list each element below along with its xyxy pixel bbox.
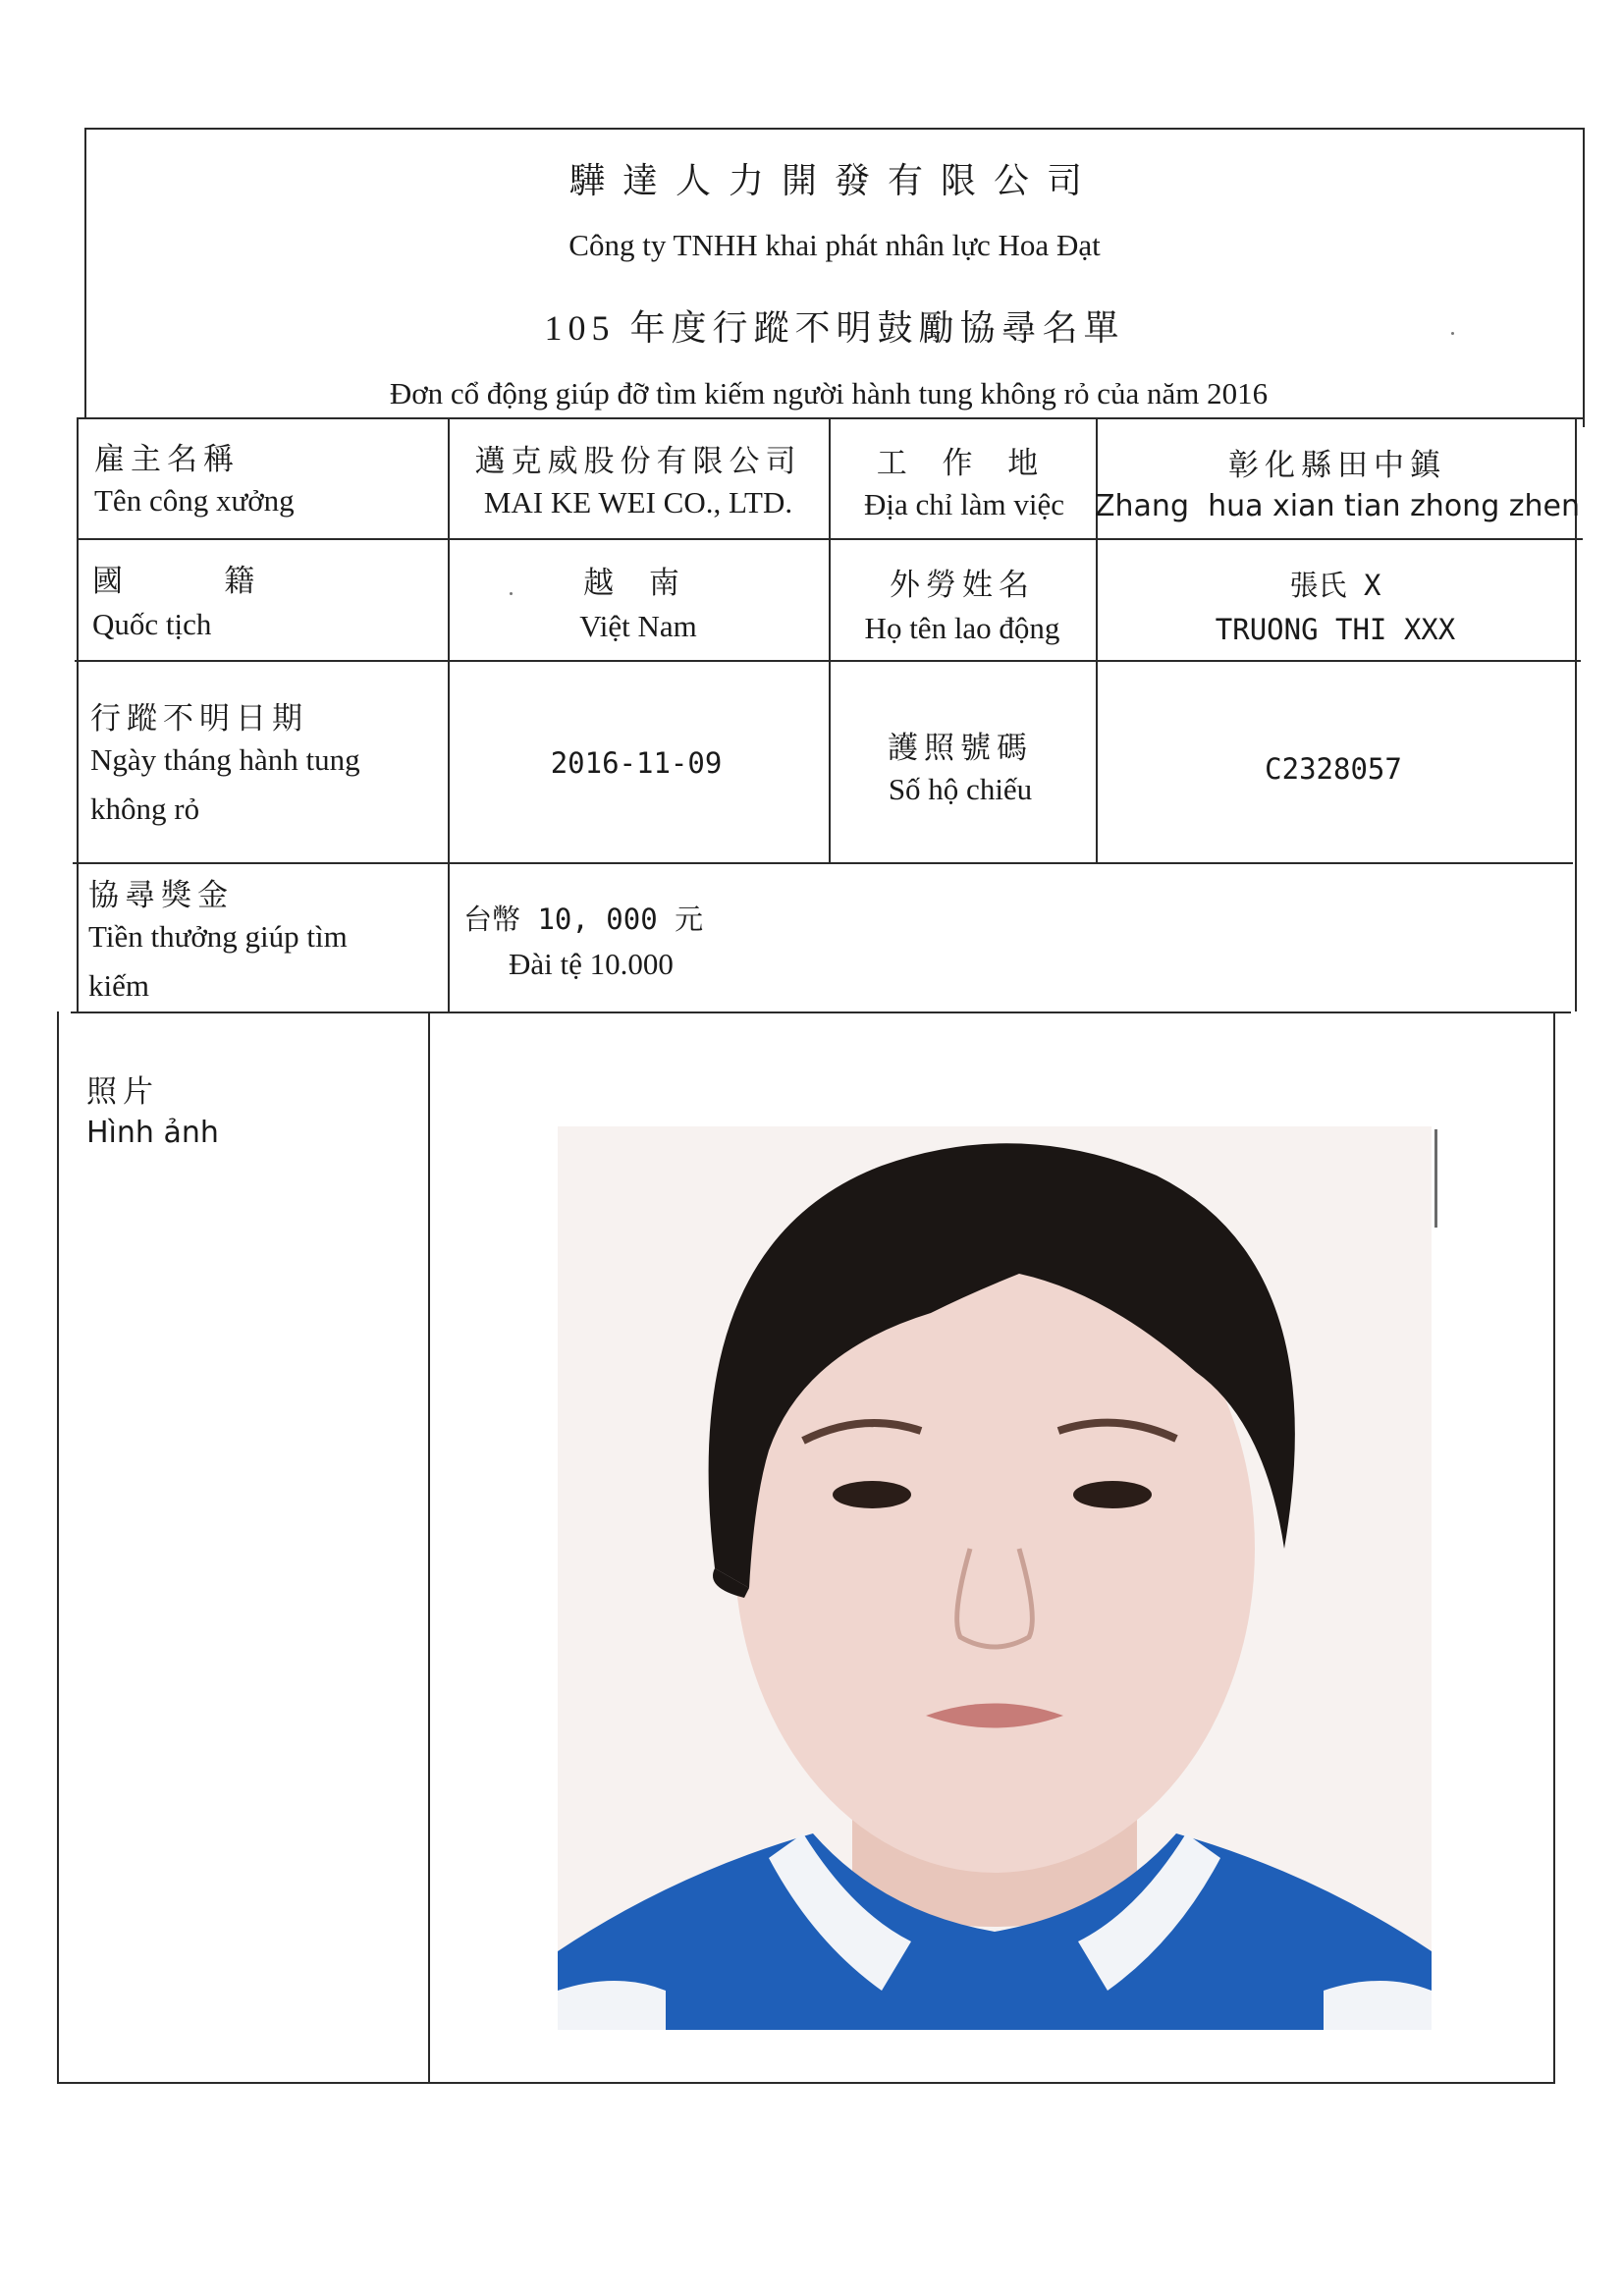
col-divider-right — [1096, 417, 1098, 862]
worker-name-value-vi: TRUONG THI XXX — [1215, 613, 1456, 646]
workplace-label-zh: 工 作 地 — [876, 446, 1053, 480]
list-title-vi: Đơn cổ động giúp đỡ tìm kiếm người hành tung không rỏ của năm 2016 — [389, 376, 1269, 410]
reward-label-vi-2: kiếm — [88, 968, 149, 1003]
scan-speck — [1451, 332, 1454, 335]
passport-value: C2328057 — [1265, 752, 1402, 786]
photo-label-vi: Hình ảnh — [86, 1116, 219, 1150]
employer-value-en: MAI KE WEI CO., LTD. — [483, 485, 793, 519]
worker-photo — [558, 1126, 1432, 2030]
list-title-zh: 105 年度行蹤不明鼓勵協尋名單 — [544, 308, 1125, 348]
passport-label-zh: 護照號碼 — [888, 731, 1033, 765]
photo-label-zh: 照片 — [86, 1074, 159, 1109]
passport-label-vi: Số hộ chiếu — [888, 772, 1033, 806]
missing-date-label-zh: 行蹤不明日期 — [90, 701, 308, 736]
top-border — [84, 128, 1585, 130]
workplace-value-zh: 彰化縣田中鎮 — [1228, 448, 1446, 482]
scan-speck-2 — [510, 592, 513, 595]
employer-value-zh: 邁克威股份有限公司 — [474, 444, 802, 478]
col-divider-label-lower — [428, 1011, 430, 2084]
missing-date-label-vi-2: không rỏ — [90, 792, 200, 826]
company-name-zh: 驊達人力開發有限公司 — [568, 161, 1101, 200]
bottom-border — [57, 2082, 1555, 2084]
reward-label-zh: 協尋獎金 — [88, 878, 234, 912]
reward-label-vi-1: Tiền thưởng giúp tìm — [88, 919, 348, 954]
worker-name-label-vi: Họ tên lao động — [864, 611, 1060, 645]
workplace-label-vi: Địa chỉ làm việc — [864, 487, 1064, 521]
portrait-illustration — [558, 1126, 1432, 2030]
employer-label-zh: 雇主名稱 — [94, 442, 240, 476]
workplace-value-en: Zhang hua xian tian zhong zhen — [1094, 489, 1581, 523]
col-divider-label — [448, 417, 450, 1011]
reward-value-vi: Đài tệ 10.000 — [509, 947, 674, 981]
company-name-vi: Công ty TNHH khai phát nhân lực Hoa Đạt — [568, 228, 1101, 262]
row-divider-4 — [73, 862, 1573, 864]
employer-label-vi: Tên công xưởng — [94, 483, 295, 518]
missing-date-value: 2016-11-09 — [550, 746, 723, 780]
worker-name-label-zh: 外勞姓名 — [890, 568, 1035, 602]
row-divider-1 — [79, 417, 1585, 419]
nationality-label-zh: 國 籍 — [92, 564, 275, 598]
reward-value-zh: 台幣 10, 000 元 — [463, 902, 704, 936]
missing-date-label-vi-1: Ngày tháng hành tung — [90, 742, 360, 777]
row-divider-3 — [75, 660, 1581, 662]
left-border-lower — [57, 1011, 59, 2084]
scan-mark — [1434, 1129, 1437, 1228]
nationality-label-vi: Quốc tịch — [92, 607, 212, 641]
header-left-border — [84, 128, 86, 417]
worker-name-value-zh: 張氏 X — [1289, 569, 1381, 602]
nationality-value-vi: Việt Nam — [579, 609, 697, 643]
nationality-value-zh: 越 南 — [583, 566, 693, 600]
header-right-border — [1583, 128, 1585, 427]
col-divider-mid — [829, 417, 831, 862]
row-divider-5 — [71, 1011, 1571, 1013]
right-border-lower — [1553, 1011, 1555, 2084]
left-border — [77, 417, 79, 1011]
